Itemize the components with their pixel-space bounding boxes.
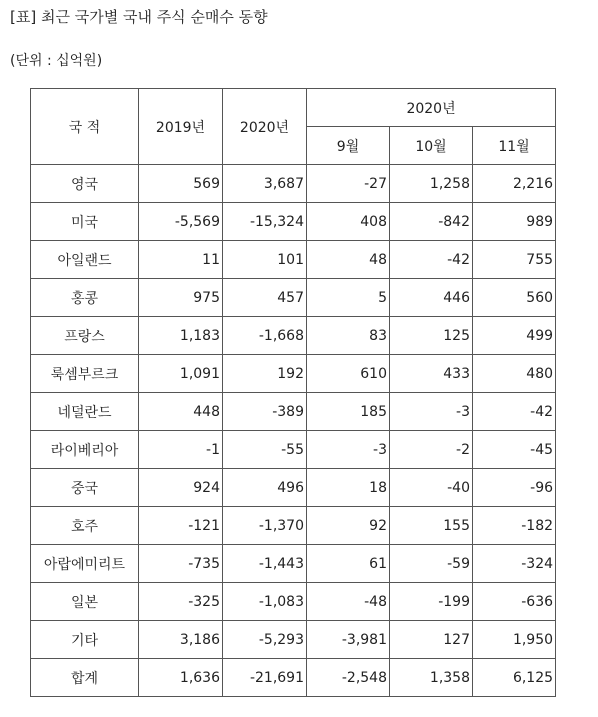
value-nov-cell: 499 — [473, 317, 556, 355]
table-row — [31, 469, 556, 507]
value-sep-cell: -2,548 — [307, 659, 390, 697]
value-oct-cell: -2 — [390, 431, 473, 469]
value-2020-cell: -389 — [223, 393, 307, 431]
value-nov-cell: -45 — [473, 431, 556, 469]
value-2019-cell: -735 — [139, 545, 223, 583]
value-sep-cell: -27 — [307, 165, 390, 203]
value-oct-cell: -40 — [390, 469, 473, 507]
value-sep-cell: 83 — [307, 317, 390, 355]
header-2019: 2019년 — [139, 89, 223, 165]
value-nov-cell: 1,950 — [473, 621, 556, 659]
header-oct: 10월 — [390, 127, 473, 165]
table-row — [31, 241, 556, 279]
value-2019-cell: -121 — [139, 507, 223, 545]
country-cell: 합계 — [31, 659, 139, 697]
value-2020-cell: -1,668 — [223, 317, 307, 355]
value-sep-cell: -48 — [307, 583, 390, 621]
value-oct-cell: -3 — [390, 393, 473, 431]
value-oct-cell: -199 — [390, 583, 473, 621]
value-oct-cell: -59 — [390, 545, 473, 583]
value-2019-cell: 975 — [139, 279, 223, 317]
table-header — [31, 89, 556, 165]
value-2019-cell: 1,183 — [139, 317, 223, 355]
country-cell: 아랍에미리트 — [31, 545, 139, 583]
country-cell: 아일랜드 — [31, 241, 139, 279]
value-nov-cell: 560 — [473, 279, 556, 317]
value-oct-cell: 446 — [390, 279, 473, 317]
value-nov-cell: 6,125 — [473, 659, 556, 697]
country-cell: 프랑스 — [31, 317, 139, 355]
table-row — [31, 355, 556, 393]
net-purchase-table — [30, 88, 556, 697]
country-cell: 호주 — [31, 507, 139, 545]
value-sep-cell: 92 — [307, 507, 390, 545]
value-oct-cell: 155 — [390, 507, 473, 545]
value-sep-cell: 61 — [307, 545, 390, 583]
value-sep-cell: -3,981 — [307, 621, 390, 659]
table-body — [31, 165, 556, 697]
value-oct-cell: 1,358 — [390, 659, 473, 697]
unit-note: (단위 : 십억원) — [10, 53, 103, 69]
table-row — [31, 659, 556, 697]
value-sep-cell: 48 — [307, 241, 390, 279]
country-cell: 미국 — [31, 203, 139, 241]
value-nov-cell: -324 — [473, 545, 556, 583]
value-2019-cell: 1,636 — [139, 659, 223, 697]
value-2020-cell: -15,324 — [223, 203, 307, 241]
value-nov-cell: -182 — [473, 507, 556, 545]
value-2020-cell: 192 — [223, 355, 307, 393]
country-cell: 일본 — [31, 583, 139, 621]
header-2020: 2020년 — [223, 89, 307, 165]
value-sep-cell: 185 — [307, 393, 390, 431]
value-nov-cell: 2,216 — [473, 165, 556, 203]
value-2019-cell: 1,091 — [139, 355, 223, 393]
value-2020-cell: -55 — [223, 431, 307, 469]
country-cell: 홍콩 — [31, 279, 139, 317]
table-row — [31, 431, 556, 469]
value-2019-cell: -5,569 — [139, 203, 223, 241]
value-nov-cell: 755 — [473, 241, 556, 279]
table-row — [31, 583, 556, 621]
value-sep-cell: 5 — [307, 279, 390, 317]
value-oct-cell: 1,258 — [390, 165, 473, 203]
table-row — [31, 165, 556, 203]
value-sep-cell: -3 — [307, 431, 390, 469]
value-2020-cell: -21,691 — [223, 659, 307, 697]
value-oct-cell: 125 — [390, 317, 473, 355]
value-oct-cell: -842 — [390, 203, 473, 241]
header-sep: 9월 — [307, 127, 390, 165]
value-2020-cell: 3,687 — [223, 165, 307, 203]
value-2020-cell: 101 — [223, 241, 307, 279]
header-country: 국 적 — [31, 89, 139, 165]
value-2019-cell: -325 — [139, 583, 223, 621]
value-oct-cell: -42 — [390, 241, 473, 279]
value-2020-cell: 457 — [223, 279, 307, 317]
table-row — [31, 279, 556, 317]
country-cell: 네덜란드 — [31, 393, 139, 431]
value-sep-cell: 408 — [307, 203, 390, 241]
value-2019-cell: 924 — [139, 469, 223, 507]
value-2020-cell: 496 — [223, 469, 307, 507]
value-2019-cell: -1 — [139, 431, 223, 469]
table-row — [31, 507, 556, 545]
country-cell: 룩셈부르크 — [31, 355, 139, 393]
value-2019-cell: 569 — [139, 165, 223, 203]
value-2020-cell: -1,083 — [223, 583, 307, 621]
value-nov-cell: 480 — [473, 355, 556, 393]
header-nov: 11월 — [473, 127, 556, 165]
document-title: [표] 최근 국가별 국내 주식 순매수 동향 — [10, 8, 268, 26]
value-nov-cell: -636 — [473, 583, 556, 621]
value-oct-cell: 433 — [390, 355, 473, 393]
value-2020-cell: -1,443 — [223, 545, 307, 583]
value-nov-cell: -96 — [473, 469, 556, 507]
country-cell: 영국 — [31, 165, 139, 203]
value-2019-cell: 3,186 — [139, 621, 223, 659]
table-row — [31, 393, 556, 431]
value-oct-cell: 127 — [390, 621, 473, 659]
table-row — [31, 317, 556, 355]
value-sep-cell: 610 — [307, 355, 390, 393]
value-2019-cell: 448 — [139, 393, 223, 431]
country-cell: 라이베리아 — [31, 431, 139, 469]
value-2020-cell: -1,370 — [223, 507, 307, 545]
country-cell: 중국 — [31, 469, 139, 507]
value-nov-cell: -42 — [473, 393, 556, 431]
value-nov-cell: 989 — [473, 203, 556, 241]
table-row — [31, 545, 556, 583]
table-row — [31, 621, 556, 659]
value-2019-cell: 11 — [139, 241, 223, 279]
value-2020-cell: -5,293 — [223, 621, 307, 659]
value-sep-cell: 18 — [307, 469, 390, 507]
country-cell: 기타 — [31, 621, 139, 659]
table-row — [31, 203, 556, 241]
header-2020-group: 2020년 — [307, 89, 556, 127]
